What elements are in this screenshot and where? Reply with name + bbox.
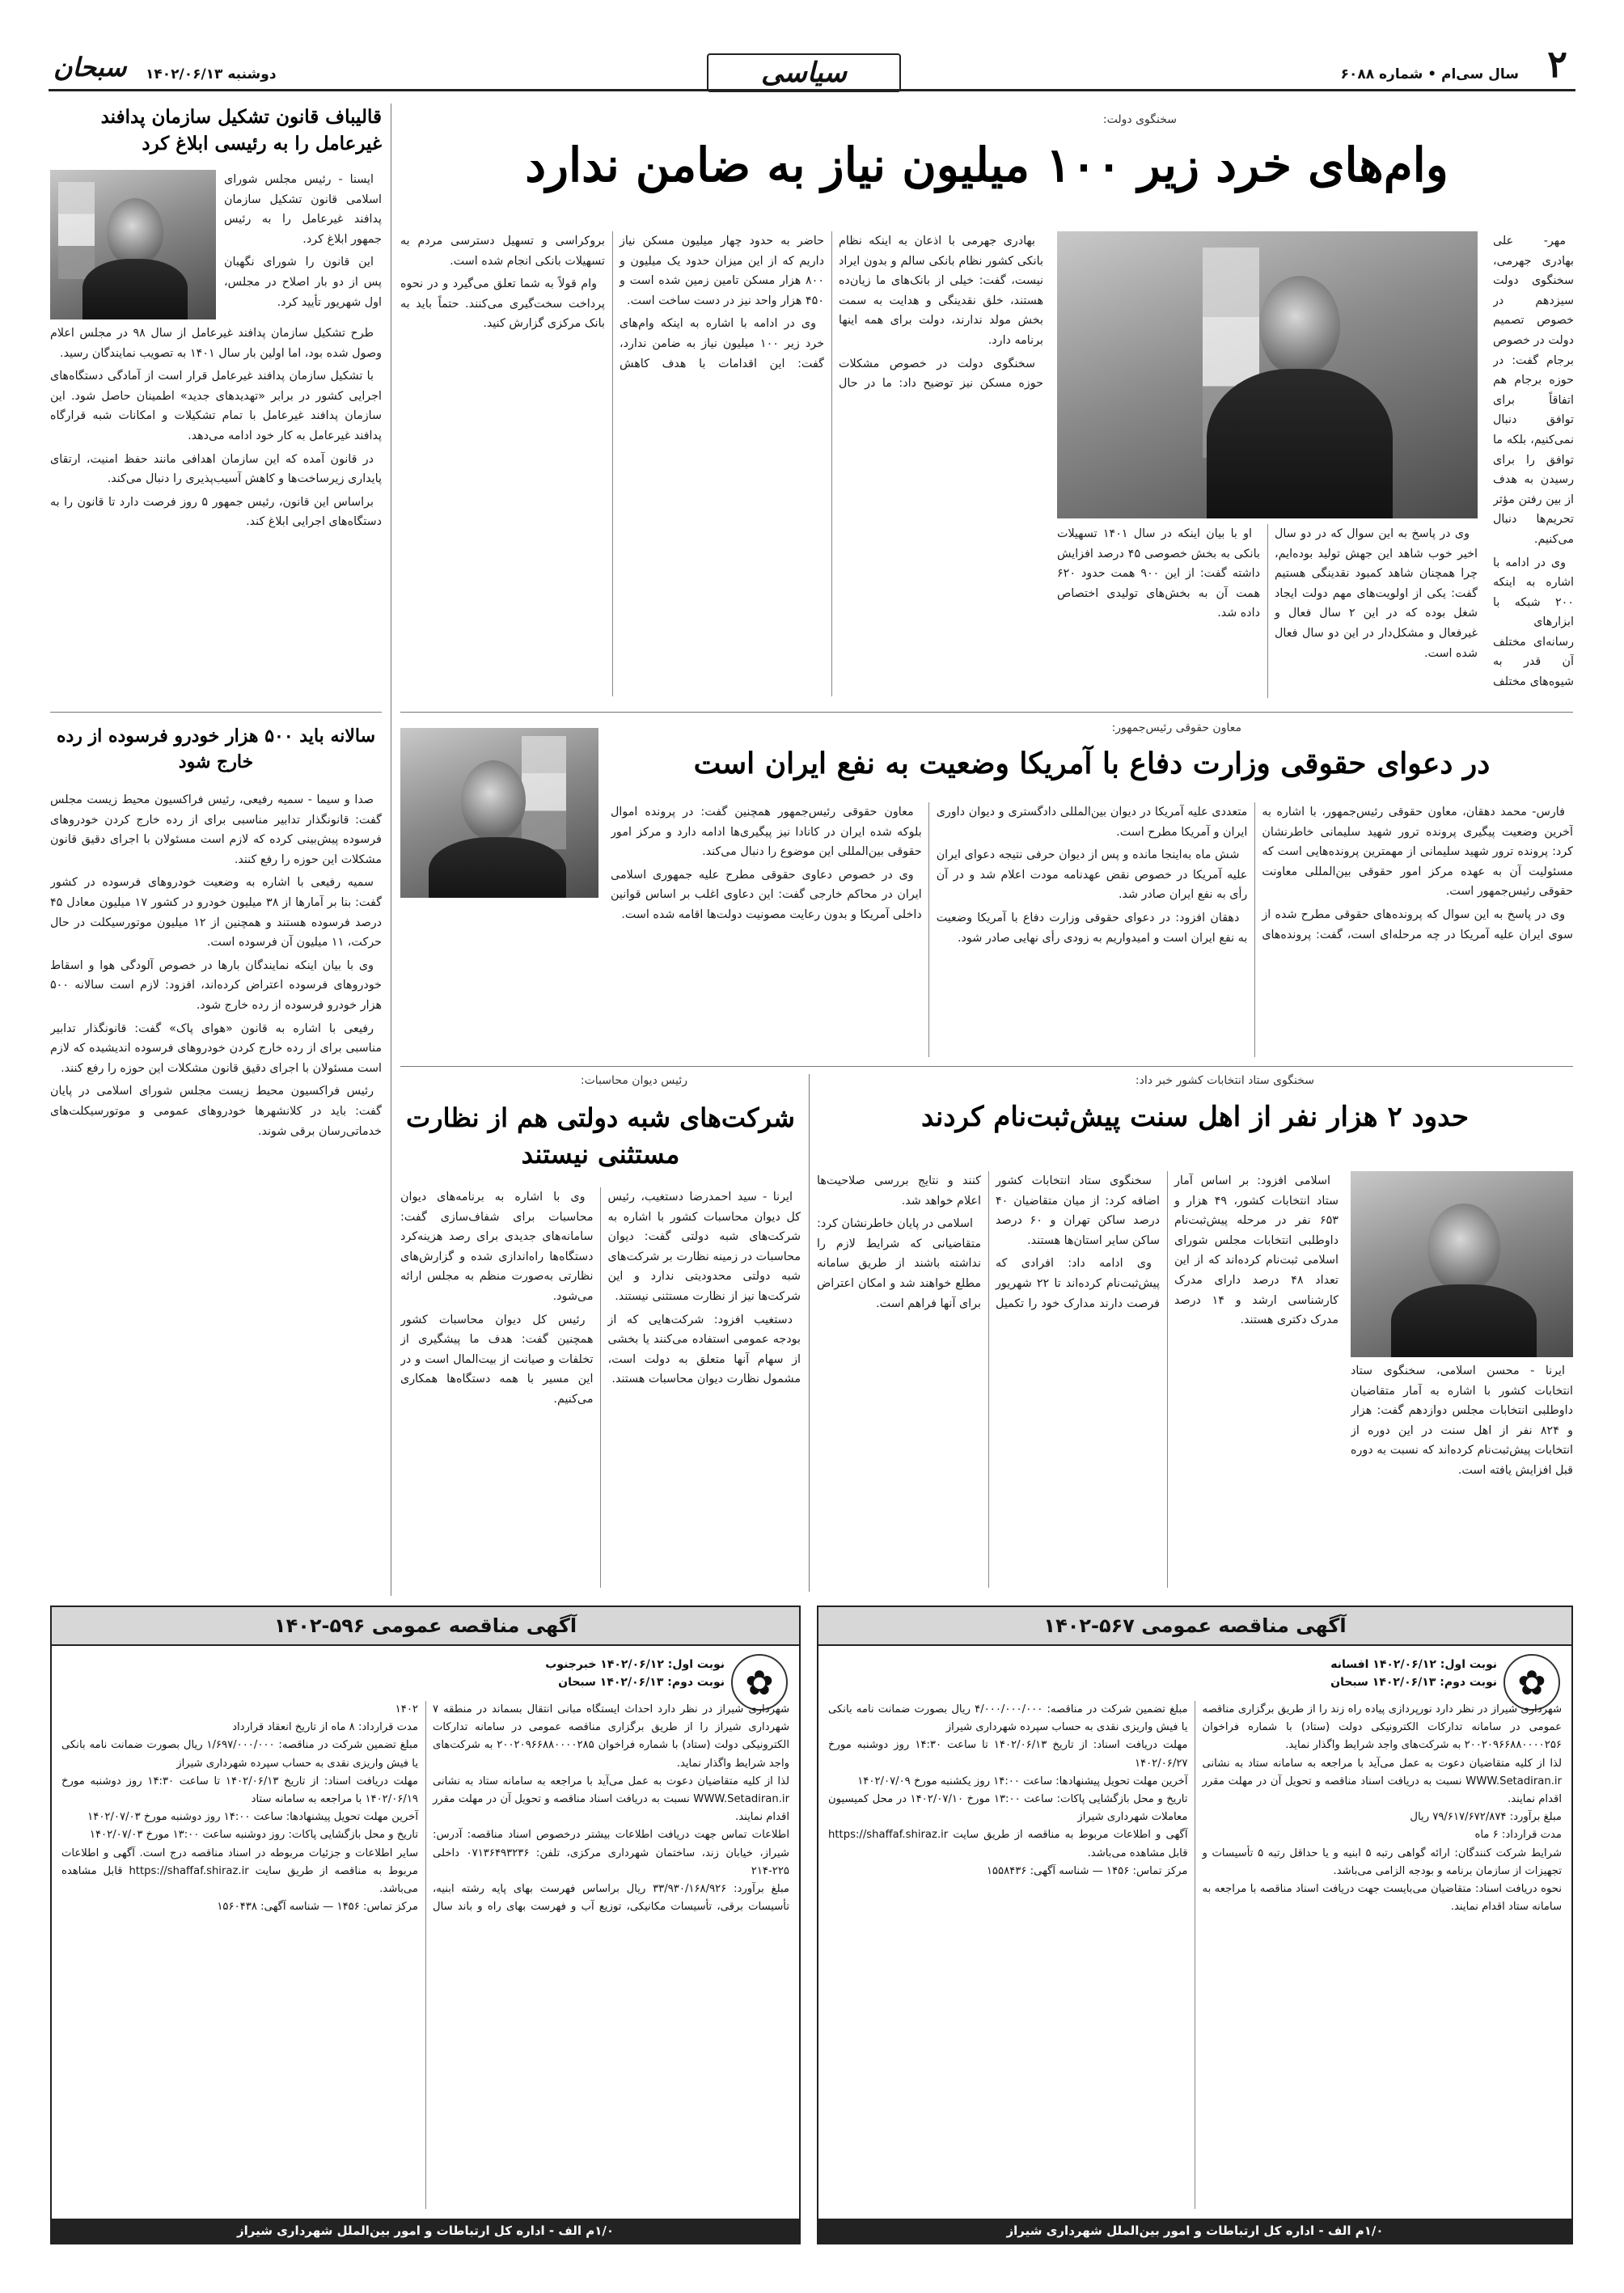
- cars-article: [50, 724, 382, 1589]
- tender-ad-596: [50, 1606, 801, 2244]
- legal-para-2: وی در پاسخ به این سوال که پرونده‌های حقوقی مطرح شده از سوی ایران علیه آمریکا در چه مرحله‌ای است، گفت: پرونده‌های متعددی علیه آمریکا در دیوان بین‌المللی دادگستری و دیوان داوری ایران و آمریکا مطرح است.: [936, 806, 1573, 941]
- issue-info: سال سی‌ام • شماره ۶۰۸۸: [1340, 66, 1519, 82]
- tender-596-para: اطلاعات تماس جهت دریافت اطلاعات بیشتر درخصوص اسناد مناقصه: آدرس: شیراز، خیابان زند، ساختمان شهرداری مرکزی، تلفن: ۰۷۱۳۶۴۹۳۲۳۶ داخلی ۲۲۵-۲۱۴: [433, 1829, 789, 1877]
- legal-para-5: معاون حقوقی رئیس‌جمهور همچنین گفت: در پرونده اموال بلوکه شده ایران در کانادا نیز پیگیری‌ها ادامه دارد و مرکز امور حقوقی بین‌المللی این موضوع را دنبال می‌کند.: [611, 806, 922, 859]
- qalibaf-photo: [50, 170, 216, 319]
- photo-person-head: [107, 198, 163, 267]
- lead-body-right-col: [1493, 231, 1574, 696]
- tender-596-para: مرکز تماس: ۱۴۵۶ — شناسه آگهی: ۱۵۶۰۴۳۸: [217, 1901, 418, 1914]
- tender-596-para: شهرداری شیراز در نظر دارد احداث ایستگاه مبانی انتقال بسماند در منطقه ۷ شهرداری شیراز را از طریق برگزاری مناقصه عمومی در سامانه تدارکات الکترونیکی دولت (ستاد) با شماره فراخوان ۲۰۰۲۰۹۶۶۸۸۰۰۰۰۲۸۵ به شرکت‌های واجد شرایط واگذار نماید.: [433, 1703, 789, 1770]
- qalibaf-para-2: این قانون را شورای نگهبان پس از دو بار اصلاح در مجلس، اول شهریور تأیید کرد.: [224, 256, 382, 309]
- audit-para-4: رئیس کل دیوان محاسبات کشور همچنین گفت: هدف ما پیشگیری از تخلفات و صیانت از بیت‌المال است و در این مسیر با همه دستگاه‌ها همکاری می‌کنیم.: [400, 1313, 594, 1406]
- qalibaf-article: [50, 104, 382, 702]
- audit-para-3: وی با اشاره به برنامه‌های دیوان محاسبات برای شفاف‌سازی گفت: سامانه‌های جدیدی برای رصد هزینه‌کرد دستگاه‌ها راه‌اندازی شده و گزارش‌های نظارتی به‌صورت منظم به مجلس ارائه می‌شود.: [400, 1191, 594, 1303]
- newspaper-logo: سبحان: [53, 52, 127, 82]
- masthead: [49, 42, 1575, 89]
- tender-596-para: تاریخ و محل بازگشایی پاکات: روز دوشنبه ساعت ۱۳:۰۰ مورخ ۱۴۰۲/۰۷/۰۳: [89, 1829, 418, 1842]
- tender-567-para: مهلت دریافت اسناد: از تاریخ ۱۴۰۲/۰۶/۱۳ تا ساعت ۱۴:۳۰ روز دوشنبه مورخ ۱۴۰۲/۰۶/۲۷: [828, 1739, 1188, 1770]
- legal-photo: [400, 728, 598, 898]
- photo-person-head: [461, 760, 526, 841]
- tender-ad-567: [817, 1606, 1573, 2244]
- census-para-5: اسلامی در پایان خاطرنشان کرد: متقاضیانی که شرایط لازم را نداشته باشند از طریق سامانه مطلع خواهند شد و امکان اعتراض برای آنها فراهم است.: [817, 1217, 981, 1310]
- legal-para-3: شش ماه به‌اینجا مانده و پس از دیوان حرفی نتیجه دعوای ایران علیه آمریکا در خصوص نقض عهدنامه مودت اعلام شد و در آن رأی به نفع ایران صادر شد.: [936, 848, 1248, 902]
- qalibaf-para-1: ایسنا - رئیس مجلس شورای اسلامی قانون تشکیل سازمان پدافند غیرعامل را به رئیس جمهور ابلاغ کرد.: [224, 173, 382, 246]
- tender-596-para: مدت قرارداد: ۸ ماه از تاریخ انعقاد قرارداد: [232, 1721, 418, 1734]
- legal-para-1: فارس- محمد دهقان، معاون حقوقی رئیس‌جمهور، با اشاره به آخرین وضعیت پیگیری پرونده ترور شهید سلیمانی خاطرنشان کرد: پرونده ترور شهید سلیمانی از مهمترین پرونده‌هایی است که مسئولیت آن به عهده مرکز امور حقوقی بین‌المللی معاونت حقوقی رئیس‌جمهور است.: [1262, 806, 1573, 899]
- tender-596-footer: ۱/۰م الف - اداره کل ارتباطات و امور بین‌الملل شهرداری شیراز: [52, 2219, 799, 2243]
- census-headline: حدود ۲ هزار نفر از اهل سنت پیش‌ثبت‌نام کردند: [921, 1101, 1469, 1133]
- census-para-4: وی ادامه داد: افرادی که پیش‌ثبت‌نام کرده‌اند تا ۲۲ شهریور فرصت دارند مدارک خود را تکمیل کنند و نتایج بررسی صلاحیت‌ها اعلام خواهد شد.: [817, 1174, 1160, 1310]
- tender-596-para: سایر اطلاعات و جزئیات مربوطه در اسناد مناقصه درج است. آگهی و اطلاعات مربوط به مناقصه از طریق سایت https://shaffaf.shiraz.ir قابل مشاهده می‌باشد.: [61, 1847, 418, 1896]
- audit-para-2: دستغیب افزود: شرکت‌هایی که از بودجه عمومی استفاده می‌کنند یا بخشی از سهام آنها متعلق به دولت است، مشمول نظارت دیوان محاسبات هستند.: [607, 1313, 801, 1386]
- qalibaf-para-6: براساس این قانون، رئیس جمهور ۵ روز فرصت دارد تا قانون را به دستگاه‌های اجرایی ابلاغ کند.: [50, 495, 382, 529]
- lead-article: [400, 104, 1573, 702]
- section-label: سیاسی: [707, 53, 901, 92]
- census-para-2: اسلامی افزود: بر اساس آمار ستاد انتخابات کشور، ۴۹ هزار و ۶۵۳ نفر در مرحله پیش‌ثبت‌نام داوطلبی انتخابات مجلس شورای اسلامی ثبت‌نام کرده‌اند که از این تعداد ۴۸ درصد دارای مدرک کارشناسی ارشد و ۱۴ درصد مدرک دکتری هستند.: [1174, 1174, 1339, 1327]
- masthead-rule: [49, 89, 1575, 91]
- tender-596-body: [52, 1694, 799, 2215]
- qalibaf-para-5: در قانون آمده که این سازمان اهدافی مانند حفظ امنیت، ارتقای پایداری زیرساخت‌ها و کاهش آسیب‌پذیری را دنبال می‌کند.: [50, 452, 382, 486]
- audit-headline: شرکت‌های شبه دولتی هم از نظارت مستثنی نیستند: [406, 1102, 795, 1170]
- tender-567-para: تاریخ و محل بازگشایی پاکات: ساعت ۱۳:۰۰ مورخ ۱۴۰۲/۰۷/۱۰ در محل کمیسیون معاملات شهرداری شیراز: [828, 1793, 1188, 1824]
- issue-date: دوشنبه ۱۴۰۲/۰۶/۱۳: [146, 66, 277, 82]
- audit-article: [400, 1074, 801, 1592]
- census-para-1: ایرنا - محسن اسلامی، سخنگوی ستاد انتخابات کشور با اشاره به آمار متقاضیان داوطلبی انتخابات مجلس دوازدهم گفت: هزار و ۸۲۴ نفر از اهل سنت در این دوره از انتخابات پیش‌ثبت‌نام کرده‌اند که نسبت به دوره قبل افزایش یافته است.: [1351, 1364, 1573, 1477]
- tender-567-para: شهرداری شیراز در نظر دارد نورپردازی پیاده راه زند را از طریق برگزاری مناقصه عمومی در سامانه تدارکات الکترونیکی دولت (ستاد) با شماره فراخوان ۲۰۰۲۰۹۶۶۸۸۰۰۰۰۲۵۶ به شرکت‌های واجد شرایط واگذار نماید.: [1202, 1703, 1562, 1752]
- census-photo: [1351, 1171, 1573, 1357]
- legal-article: [400, 721, 1573, 1061]
- tender-567-date-2: نوبت دوم: ۱۴۰۲/۰۶/۱۳ سبحان: [1330, 1676, 1497, 1689]
- photo-person-body: [1207, 369, 1393, 518]
- cars-para-1: صدا و سیما - سمیه رفیعی، رئیس فراکسیون محیط زیست مجلس گفت: قانونگذار تدابیر مناسبی برای از رده خارج کردن خودروهای فرسوده پیش‌بینی کرده که لازم است مسئولان با اجرای دقیق قانون مشکلات این حوزه را رفع کنند.: [50, 793, 382, 866]
- lead-para-1: مهر- علی بهادری جهرمی، سخنگوی دولت سیزدهم در خصوص تصمیم دولت در خصوص برجام گفت: در حوزه برجام هم اتفاقاً برای توافق دنبال نمی‌کنیم، بلکه ما توافق را برای رسیدن به هدف از بین رفتن مؤثر تحریم‌ها دنبال می‌کنیم.: [1493, 235, 1574, 546]
- tender-567-para: آخرین مهلت تحویل پیشنهادها: ساعت ۱۴:۰۰ روز یکشنبه مورخ ۱۴۰۲/۰۷/۰۹: [857, 1775, 1188, 1787]
- tender-567-body: [818, 1694, 1571, 2215]
- lead-para-7: وی در ادامه با اشاره به اینکه وام‌های خرد زیر ۱۰۰ میلیون نیاز به ضامن ندارد، گفت: این اقدامات با هدف کاهش بروکراسی و تسهیل دسترسی مردم به تسهیلات بانکی انجام شده است.: [400, 235, 824, 370]
- census-body: [817, 1171, 1339, 1588]
- qalibaf-para-3: طرح تشکیل سازمان پدافند غیرعامل از سال ۹۸ در مجلس اعلام وصول شده بود، اما اولین بار سال ۱۴۰۱ به تصویب نمایندگان رسید.: [50, 327, 382, 360]
- tender-567-date-1: نوبت اول: ۱۴۰۲/۰۶/۱۲ افسانه: [1330, 1658, 1497, 1671]
- photo-person-body: [429, 837, 566, 898]
- qalibaf-body: [224, 170, 382, 319]
- tender-567-footer: ۱/۰م الف - اداره کل ارتباطات و امور بین‌الملل شهرداری شیراز: [818, 2219, 1571, 2243]
- audit-para-1: ایرنا - سید احمدرضا دستغیب، رئیس کل دیوان محاسبات کشور با اشاره به شرکت‌های شبه دولتی گفت: دیوان محاسبات در زمینه نظارت بر شرکت‌های شبه دولتی محدودیتی ندارد و این شرکت‌ها نیز از نظارت مستثنی نیستند.: [607, 1191, 801, 1303]
- page-number: ۲: [1547, 42, 1567, 86]
- shiraz-emblem-icon: ✿: [731, 1654, 788, 1711]
- legal-para-4: دهقان افزود: در دعوای حقوقی وزارت دفاع با آمریکا وضعیت به نفع ایران است و امیدواریم به زودی رأی نهایی صادر شود.: [936, 911, 1248, 945]
- tender-596-date-2: نوبت دوم: ۱۴۰۲/۰۶/۱۳ سبحان: [558, 1676, 725, 1689]
- divider: [400, 712, 1573, 713]
- qalibaf-headline: قالیباف قانون تشکیل سازمان پدافند غیرعامل را به رئیسی ابلاغ کرد: [100, 106, 382, 155]
- lead-para-2: وی در ادامه با اشاره به اینکه ۲۰۰ شبکه با ابزارهای رسانه‌ای مختلف آن قدر به شیوه‌های مختلف: [1493, 556, 1574, 689]
- lead-para-4: او با بیان اینکه در سال ۱۴۰۱ تسهیلات بانکی به بخش خصوصی ۴۵ درصد افزایش داشته گفت: از این ۹۰۰ همت حدود ۶۲۰ همت آن به بخش‌های تولیدی اختصاص داده شد.: [1057, 527, 1260, 620]
- lead-para-3: وی در پاسخ به این سوال که در دو سال اخیر خوب شاهد این جهش تولید بوده‌ایم، چرا همچنان شاهد کمبود نقدینگی هستیم گفت: یکی از اولویت‌های مهم دولت ایجاد شغل بوده که در این ۲ سال فعال و غیرفعال و مشکل‌دار در این دو سال فعال شده است.: [1275, 527, 1478, 660]
- cars-para-4: رفیعی با اشاره به قانون «هوای پاک» گفت: قانونگذار تدابیر مناسبی برای از رده خارج کردن خودروهای فرسوده اندیشیده که لازم است مسئولان با اجرای دقیق قانون مشکلات این حوزه را رفع کنند.: [50, 1022, 382, 1075]
- tender-567-para: شرایط شرکت کنندگان: ارائه گواهی رتبه ۵ ابنیه و یا حداقل رتبه ۵ تأسیسات و تجهیزات از سازمان برنامه و بودجه الزامی می‌باشد.: [1202, 1847, 1562, 1877]
- audit-body: [400, 1187, 801, 1588]
- tender-596-para: آخرین مهلت تحویل پیشنهادها: ساعت ۱۴:۰۰ روز دوشنبه مورخ ۱۴۰۲/۰۷/۰۳: [87, 1811, 418, 1824]
- cars-body: [50, 790, 382, 1587]
- tender-567-para: نحوه دریافت اسناد: متقاضیان می‌بایست جهت دریافت اسناد مناقصه با مراجعه به سامانه ستاد اقدام نمایند.: [1202, 1883, 1562, 1914]
- lead-para-5: بهادری جهرمی با اذعان به اینکه نظام بانکی کشور نظام بانکی سالم و بدون ایراد نیست، گفت: خیلی از بانک‌های ما زیان‌ده هستند، خلق نقدینگی و هدایت به سمت بخش مولد ندارند، دولت برای همه اینها برنامه دارد.: [839, 235, 1043, 347]
- cars-para-3: وی با بیان اینکه نمایندگان بارها در خصوص آلودگی هوا و اسقاط خودروهای فرسوده اعتراض کرده‌اند، افزود: لازم است سالانه ۵۰۰ هزار خودرو فرسوده از رده خارج شود.: [50, 958, 382, 1012]
- lead-para-8: وام قولاً به شما تعلق می‌گیرد و در نحوه پرداخت سخت‌گیری می‌کنند. حتماً باید به بانک مرکزی گزارش کنید.: [400, 277, 605, 331]
- photo-flag: [58, 182, 95, 279]
- lead-body-columns: [400, 231, 1043, 696]
- shiraz-emblem-icon: ✿: [1503, 1654, 1560, 1711]
- census-kicker: سخنگوی ستاد انتخابات کشور خبر داد:: [1135, 1074, 1314, 1087]
- tender-567-para: لذا از کلیه متقاضیان دعوت به عمل می‌آید با مراجعه به سامانه ستاد به نشانی WWW.Setadiran.ir نسبت به دریافت اسناد مناقصه و تحویل آن در مهلت مقرر اقدام نمایند.: [1202, 1757, 1562, 1806]
- tender-596-date-1: نوبت اول: ۱۴۰۲/۰۶/۱۲ خبرجنوب: [545, 1658, 725, 1671]
- cars-para-5: رئیس فراکسیون محیط زیست مجلس شورای اسلامی در پایان گفت: باید در کلانشهرها خودروهای عمومی و موتورسیکلت‌های خدماتی‌رسان برقی شوند.: [50, 1085, 382, 1138]
- lead-headline: وام‌های خرد زیر ۱۰۰ میلیون نیاز به ضامن ندارد: [525, 137, 1448, 192]
- photo-person-head: [1427, 1204, 1500, 1292]
- photo-person-body: [1391, 1284, 1537, 1357]
- audit-kicker: رئیس دیوان محاسبات:: [580, 1074, 687, 1087]
- cars-headline: سالانه باید ۵۰۰ هزار خودرو فرسوده از رده خارج شود: [56, 726, 376, 772]
- tender-596-para: لذا از کلیه متقاضیان دعوت به عمل می‌آید با مراجعه به سامانه ستاد به نشانی WWW.Setadiran.ir نسبت به دریافت اسناد مناقصه و تحویل آن در مهلت مقرر اقدام نمایند.: [433, 1775, 789, 1824]
- tender-567-para: مدت قرارداد: ۶ ماه: [1474, 1829, 1562, 1842]
- tender-567-para: مرکز تماس: ۱۴۵۶ — شناسه آگهی: ۱۵۵۸۴۳۶: [986, 1864, 1188, 1877]
- column-divider: [809, 1074, 810, 1592]
- legal-kicker: معاون حقوقی رئیس‌جمهور:: [1111, 721, 1241, 734]
- census-body-under-photo: [1351, 1361, 1573, 1588]
- lead-body-photo-side: [1057, 524, 1478, 698]
- tender-567-para: مبلغ برآورد: ۷۹/۶۱۷/۶۷۲/۸۷۴ ریال: [1410, 1811, 1562, 1824]
- legal-para-6: وی در خصوص دعاوی حقوقی مطرح علیه جمهوری اسلامی ایران در محاکم خارجی گفت: این دعاوی اغلب بر اساس قوانین داخلی آمریکا و بدون رعایت مصونیت دولت‌ها اقامه شده است.: [611, 868, 922, 921]
- lead-para-6: سخنگوی دولت در خصوص مشکلات حوزه مسکن نیز توضیح داد: ما در حال حاضر به حدود چهار میلیون مسکن نیاز داریم که از این میزان حدود یک میلیون و ۸۰۰ هزار مسکن تامین زمین شده است و ۴۵۰ هزار واحد نیز در دست ساخت است.: [620, 235, 1043, 391]
- tender-567-title: آگهی مناقصه عمومی ۵۶۷-۱۴۰۲: [818, 1607, 1571, 1646]
- tender-596-title: آگهی مناقصه عمومی ۵۹۶-۱۴۰۲: [52, 1607, 799, 1646]
- photo-person-body: [82, 259, 188, 319]
- qalibaf-body-continued: [50, 324, 382, 700]
- photo-person-head: [1259, 276, 1340, 377]
- photo-flag: [522, 736, 566, 849]
- qalibaf-para-4: با تشکیل سازمان پدافند غیرعامل قرار است از آمادگی دستگاه‌های اجرایی کشور در برابر «تهدیدهای جدید» اطمینان حاصل شود. این سازمان پدافند غیرعامل با تمام تشکیلات و امکانات شبه قرارگاه پدافند غیرعامل به کار خود ادامه می‌دهد.: [50, 370, 382, 442]
- tender-596-para: مهلت دریافت اسناد: از تاریخ ۱۴۰۲/۰۶/۱۳ تا ساعت ۱۴:۳۰ روز دوشنبه مورخ ۱۴۰۲/۰۶/۱۹ با مراجعه به سامانه ستاد: [61, 1775, 419, 1806]
- tender-567-para: مبلغ تضمین شرکت در مناقصه: ۴/۰۰۰/۰۰۰/۰۰۰ ریال بصورت ضمانت نامه بانکی یا فیش واریزی نقدی به حساب سپرده شهرداری شیراز: [828, 1703, 1188, 1734]
- tender-596-dates: [545, 1656, 725, 1691]
- census-para-3: سخنگوی ستاد انتخابات کشور اضافه کرد: از میان متقاضیان ۴۰ درصد ساکن تهران و ۶۰ درصد ساکن سایر استان‌ها هستند.: [996, 1174, 1161, 1247]
- lead-kicker: سخنگوی دولت:: [1102, 113, 1177, 126]
- tender-596-para: مبلغ تضمین شرکت در مناقصه: ۱/۶۹۷/۰۰۰/۰۰۰ ریال بصورت ضمانت نامه بانکی یا فیش واریزی نقدی به حساب سپرده شهرداری شیراز: [61, 1739, 419, 1770]
- cars-para-2: سمیه رفیعی با اشاره به وضعیت خودروهای فرسوده در کشور گفت: بنا بر آمارها از ۳۸ میلیون خودرو در کشور ۱۷ میلیون معادل ۴۵ درصد فرسوده هستند و همچنین از ۱۲ میلیون موتورسیکلت در حال حرکت، ۱۱ میلیون آن فرسوده است.: [50, 876, 382, 950]
- census-article: [817, 1074, 1573, 1592]
- divider: [400, 1066, 1573, 1067]
- divider: [50, 712, 382, 713]
- legal-body-under-photo: [400, 903, 598, 1057]
- lead-photo: [1057, 231, 1478, 518]
- tender-567-para: آگهی و اطلاعات مربوط به مناقصه از طریق سایت https://shaffaf.shiraz.ir قابل مشاهده می‌باشد.: [828, 1829, 1188, 1859]
- tender-567-dates: [1330, 1656, 1497, 1691]
- legal-body: [611, 802, 1573, 1057]
- tender-596-para: مبلغ برآورد: ۳۳/۹۳۰/۱۶۸/۹۲۶ ریال براساس فهرست بهای پایه رشته ابنیه، تأسیسات برقی، تأسیسات مکانیکی، توزیع آب و فهرست بهای راه و باند سال ۱۴۰۲: [395, 1703, 789, 1914]
- legal-headline: در دعوای حقوقی وزارت دفاع با آمریکا وضعیت به نفع ایران است: [693, 747, 1491, 781]
